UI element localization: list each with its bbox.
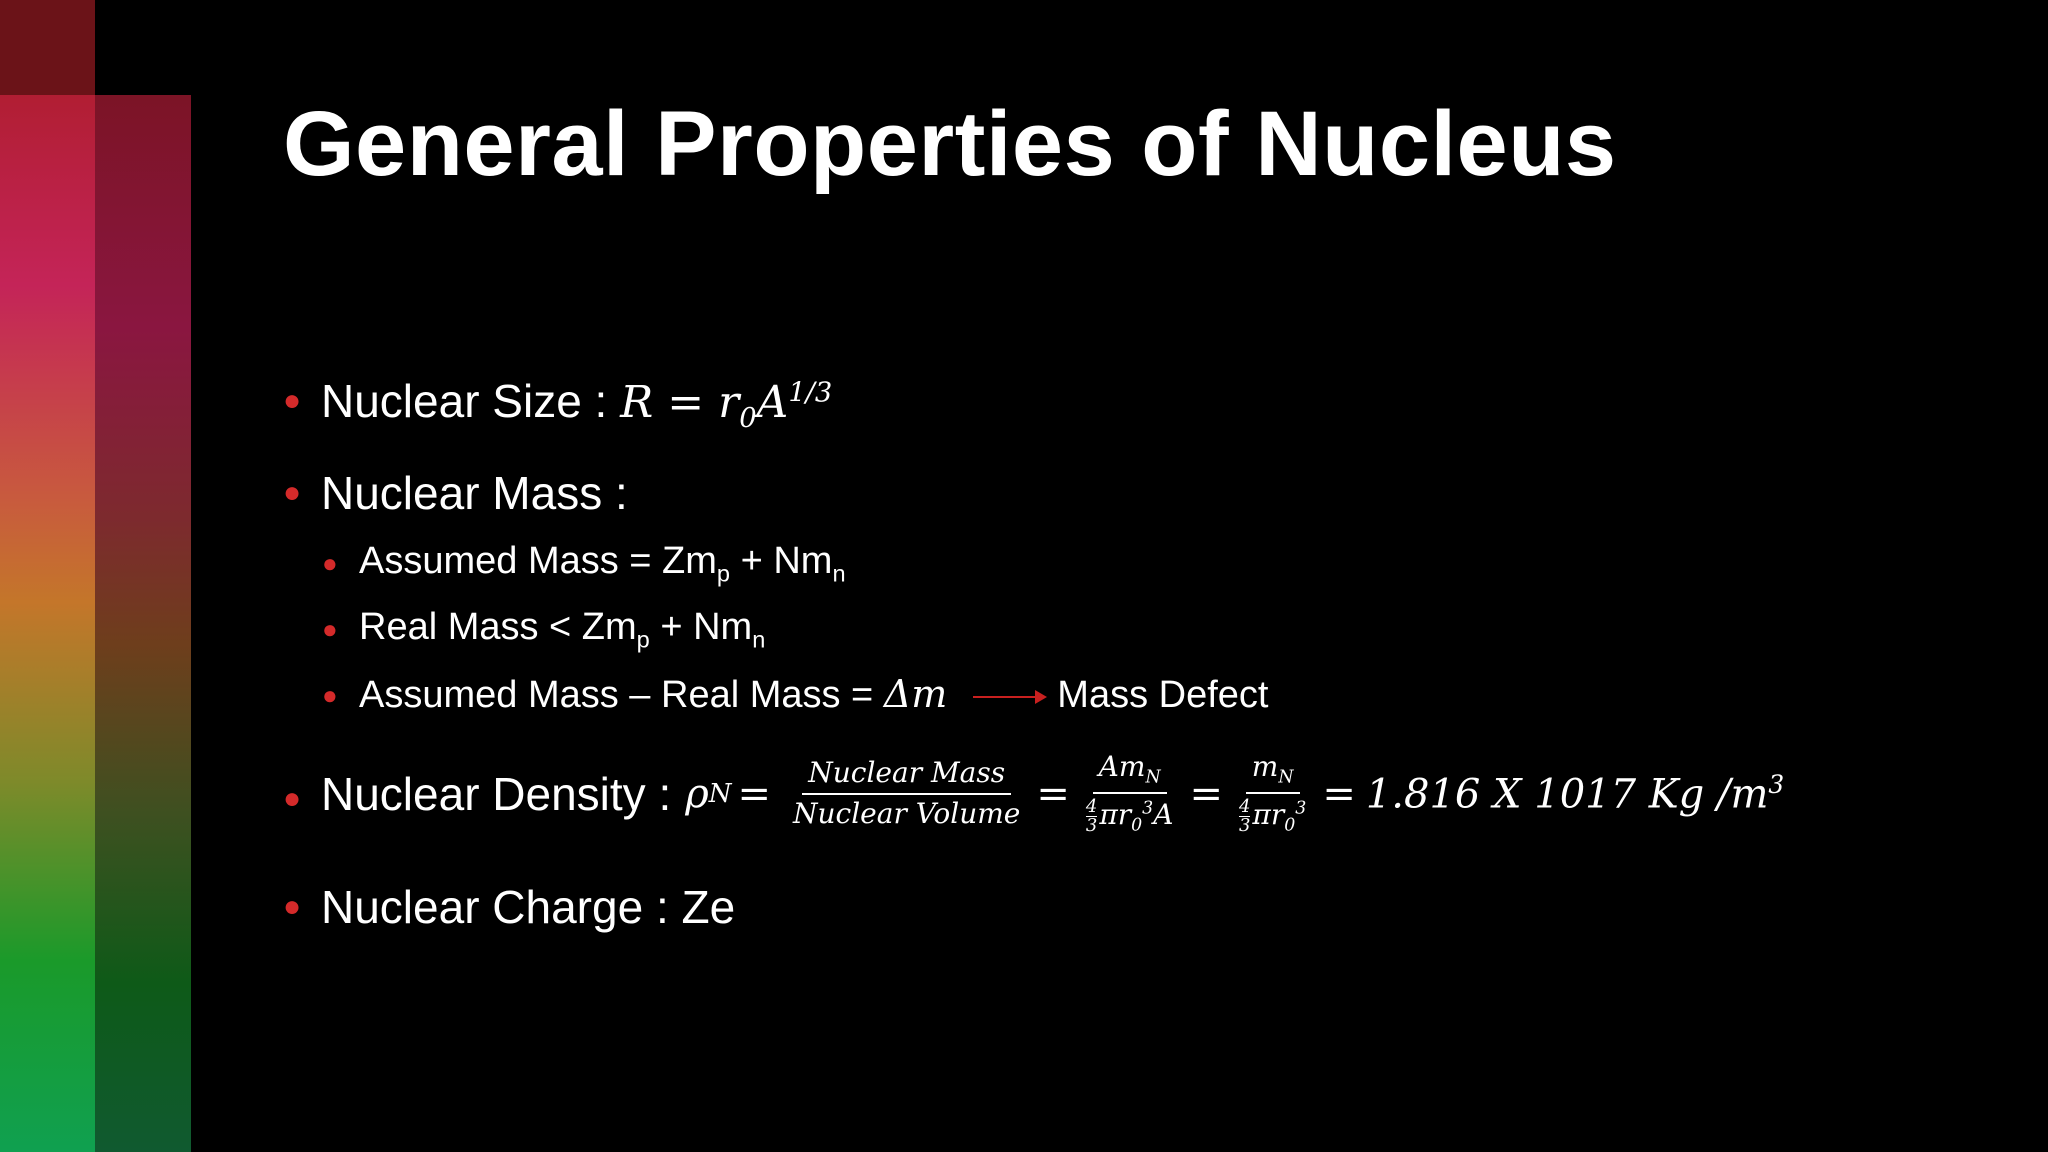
- nuclear-density-formula: ρ N = $\frac{\text{Nuclear Mass}}{\text{Nuclear Volume}}$ = $Am_N$ $\frac{4}{3}$ $\pi r_0^3A$ = $m_N$ $\frac{4}{3}$ $\pi r_0^3$ = 1.816 X 1017 Kg $/m^3$: [685, 750, 1785, 836]
- bullet-dot-icon: ●: [283, 384, 302, 417]
- assumed-mass-text: Assumed Mass = $Zm_p + Nm_n$: [359, 540, 846, 587]
- mass-defect-equation: Assumed Mass – Real Mass =: [359, 674, 884, 716]
- bullet-dot-icon: ●: [283, 782, 302, 815]
- bullet-dot-icon: ●: [322, 680, 338, 710]
- bullet-nuclear-size: [283, 374, 832, 434]
- bullet-nuclear-density: [283, 752, 1784, 835]
- real-mass-text: Real Mass < $Zm_p + Nm_n$: [359, 606, 766, 653]
- bullet-nuclear-charge: [283, 880, 735, 934]
- decorative-bar-top: [0, 0, 95, 95]
- slide-title: General Properties of Nucleus: [283, 93, 1617, 195]
- bullet-real-mass: [322, 606, 765, 654]
- nuclear-size-label: Nuclear Size :: [321, 375, 608, 427]
- bullet-dot-icon: ●: [283, 890, 302, 923]
- bullet-dot-icon: ●: [283, 476, 302, 509]
- bullet-dot-icon: ●: [322, 548, 338, 578]
- bullet-assumed-mass: [322, 540, 846, 588]
- nuclear-mass-label: Nuclear Mass :: [321, 467, 628, 519]
- bullet-nuclear-mass: [283, 466, 628, 520]
- bullet-mass-defect: [322, 672, 1268, 717]
- decorative-gradient-bar-inner: [95, 95, 191, 1152]
- bullet-dot-icon: ●: [322, 614, 338, 644]
- fraction-mass-volume: $\frac{\text{Nuclear Mass}}{\text{Nuclear Volume}}$: [793, 755, 1021, 830]
- fraction-amn: $Am_N$ $\frac{4}{3}$ $\pi r_0^3A$: [1085, 750, 1174, 836]
- nuclear-charge-label: Nuclear Charge : Ze: [321, 881, 736, 933]
- nuclear-density-label: Nuclear Density :: [321, 767, 672, 820]
- delta-m: Δm: [883, 672, 948, 716]
- nuclear-size-formula: $R = r_0A^{1/3}$: [620, 377, 833, 434]
- arrow-right-icon: [973, 696, 1045, 698]
- mass-defect-result: Mass Defect: [1057, 674, 1269, 716]
- density-value: 1.816 X 1017 Kg $/m^3$: [1365, 770, 1785, 818]
- decorative-gradient-bar-outer: [0, 95, 95, 1152]
- fraction-mn: $m_N$ $\frac{4}{3}$ $\pi r_0^3$: [1238, 750, 1307, 836]
